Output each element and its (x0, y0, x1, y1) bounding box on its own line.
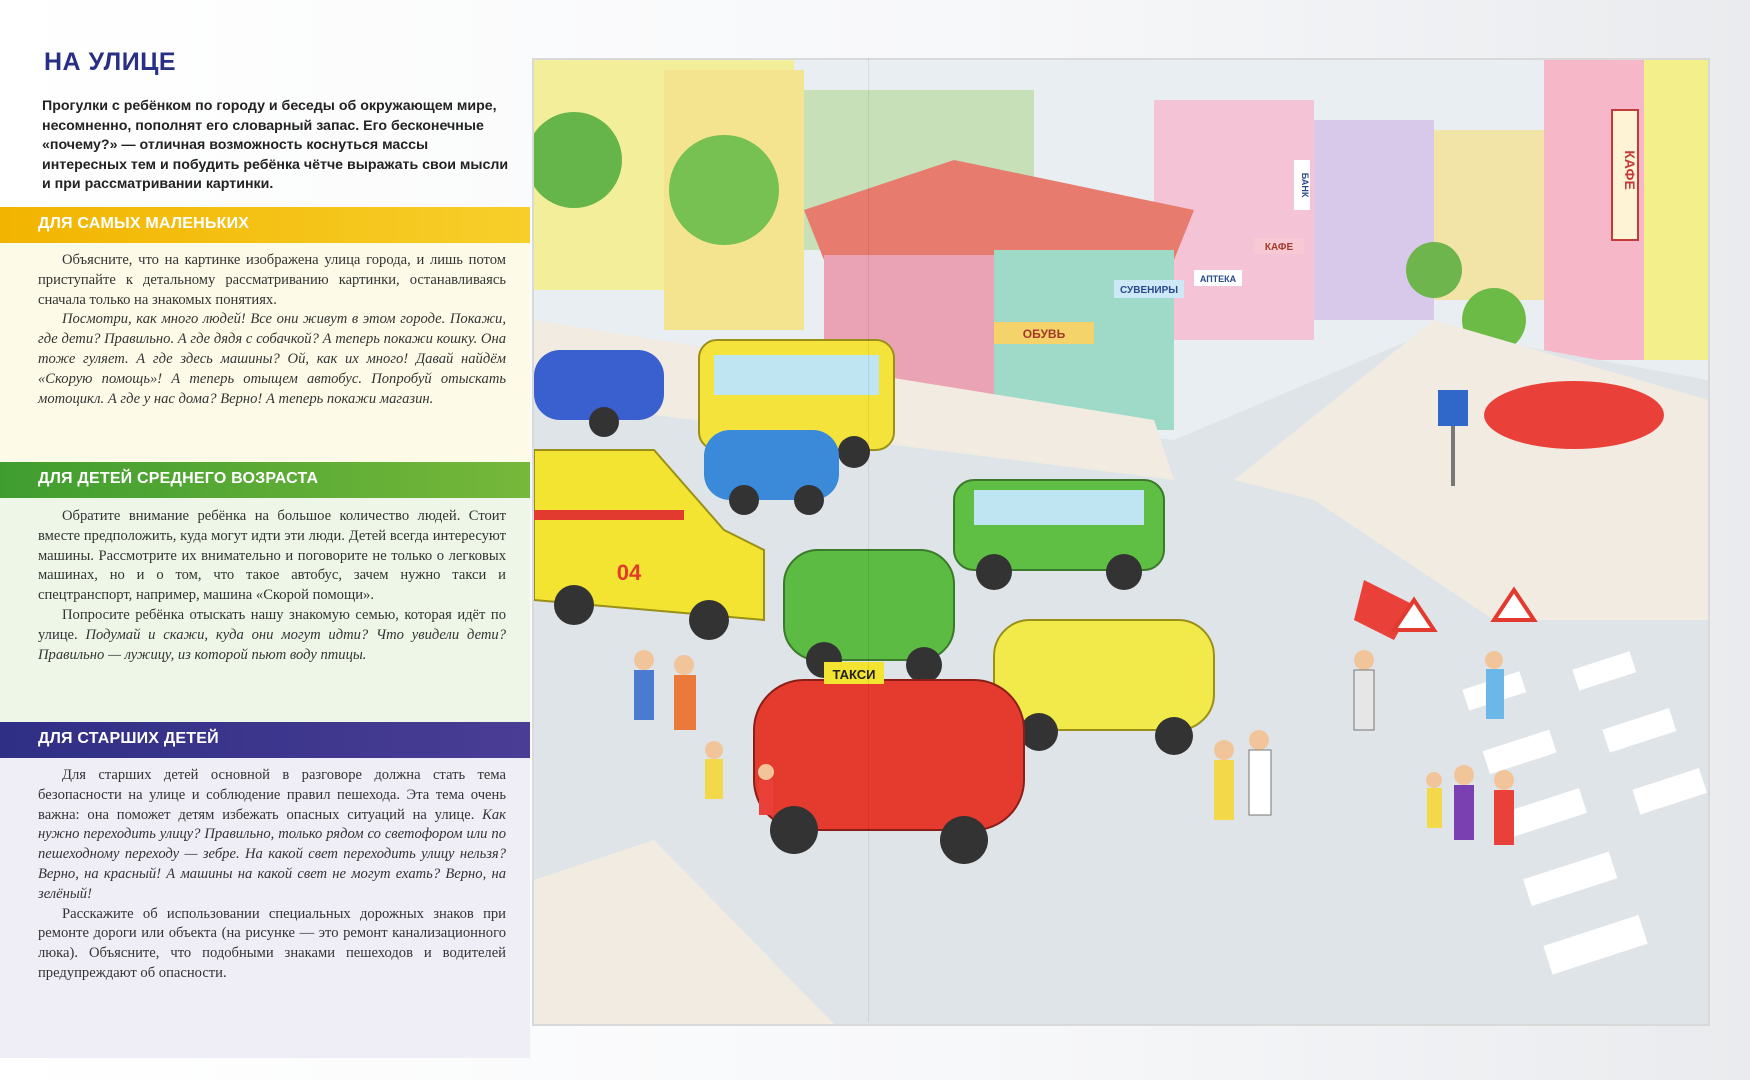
section-youngest-paragraph-2 (38, 310, 506, 409)
building-right-yellow (1644, 60, 1708, 360)
section-middle-dialogue: Подумай и скажи, куда они могут идти? Что увидели дети? Правильно — лужицу, из которой пьют воду птицы. (38, 626, 506, 663)
section-older-paragraph-1 (38, 766, 506, 905)
cafe-sign: КАФЕ (1622, 150, 1638, 190)
intro-text (42, 97, 512, 195)
shoe-sign: ОБУВЬ (1022, 327, 1066, 341)
ambulance-number: 04 (616, 560, 642, 585)
page-title: НА УЛИЦЕ (44, 48, 177, 76)
cafe2-sign: КАФЕ (1264, 242, 1294, 253)
section-middle-paragraph-1: Обратите внимание ребёнка на большое количество людей. Стоит вместе предположить, куда могут идти эти люди. Детей всегда интересуют машины. Рассмотрите их внимательно и поговорите не только о легковых машинах, но и о том, что такое автобус, зачем нужно такси и спецтранспорт, например, машина «Скорой помощи». (38, 508, 506, 604)
street-illustration (532, 58, 1710, 1026)
section-middle-text (38, 507, 506, 665)
intro-paragraph: Прогулки с ребёнком по городу и беседы об окружающем мире, несомненно, пополнят его словарный запас. Его бесконечные «почему?» — отличная возможность коснуться массы интересных тем и побудить ребёнка чётче выражать свои мысли и при рассматривании картинки. (42, 98, 509, 192)
taxi-sign: ТАКСИ (832, 667, 876, 682)
tree-far (1406, 242, 1462, 298)
street-scene-svg (534, 60, 1708, 1024)
section-older-text (38, 766, 506, 984)
tree-left (669, 135, 779, 245)
section-older-paragraph-1a: Для старших детей основной в разговоре должна стать тема безопасности на улице и соблюдение правил пешехода. Эта тема очень важна: она поможет детям избежать опасных ситуаций на улице. (38, 767, 506, 823)
sign-pole (1451, 426, 1455, 486)
section-middle-paragraph-2a: Попросите ребёнка отыскать нашу знакомую семью, которая идёт по улице. (38, 606, 506, 643)
souvenir-sign: СУВЕНИРЫ (1119, 285, 1179, 296)
pedestrian-crossing-sign (1438, 390, 1468, 426)
section-youngest-heading: ДЛЯ САМЫХ МАЛЕНЬКИХ (38, 215, 250, 232)
section-youngest-paragraph-1: Объясните, что на картинке изображена улица города, и лишь потом приступайте к детальному рассматриванию картинки, останавливаясь сначала только на знакомых понятиях. (38, 252, 506, 308)
section-older-heading: ДЛЯ СТАРШИХ ДЕТЕЙ (38, 730, 219, 747)
section-older-paragraph-2: Расскажите об использовании специальных дорожных знаков при ремонте дороги или объекта (на рисунке — это ремонт канализационного люка). Объясните, что подобными знаками пешеходов и водителей предупреждают об опасности. (38, 905, 506, 981)
section-older-dialogue: Как нужно переходить улицу? Правильно, только рядом со светофором или по пешеходному переходу — зебре. На какой свет переходить улицу нельзя? Верно, на красный! А машины на какой свет не могут ехать? Верно, на зелёный! (38, 806, 506, 902)
section-youngest-heading-band (0, 207, 530, 243)
section-youngest-text (38, 251, 506, 409)
cafe-umbrella (1484, 381, 1664, 449)
section-middle-paragraph-2 (38, 606, 506, 665)
section-middle-heading: ДЛЯ ДЕТЕЙ СРЕДНЕГО ВОЗРАСТА (38, 470, 319, 487)
pharmacy-sign: АПТЕКА (1199, 274, 1237, 284)
section-youngest-dialogue: Посмотри, как много людей! Все они живут в этом городе. Покажи, где дети? Правильно. А где дядя с собачкой? А теперь покажи кошку. Она тоже гуляет. А где здесь машины? Ой, как их много! Давай найдём «Скорую помощь»! А теперь отыщем автобус. Попробуй отыскать мотоцикл. А где у нас дома? Верно! А теперь покажи магазин. (38, 311, 506, 407)
page-fold (868, 58, 869, 1022)
section-older-heading-band (0, 722, 530, 758)
section-middle-heading-band (0, 462, 530, 498)
bank-sign: БАНК (1300, 172, 1310, 198)
